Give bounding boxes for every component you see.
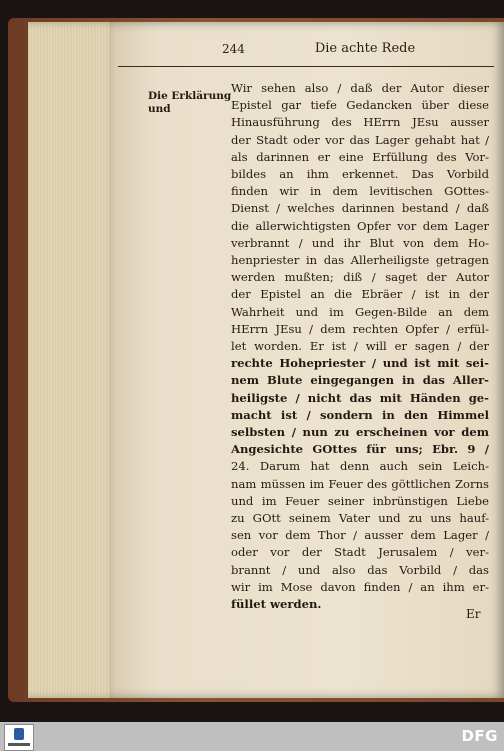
viewer-footer [0,722,504,751]
text-line: zu GOtt seinem Vater und zu uns hauf- [231,511,489,526]
running-head: Die achte Rede [314,41,416,56]
text-line: HErrn JEsu / dem rechten Opfer / erfül- [231,321,489,336]
text-line: nem Blute eingegangen in das Aller- [231,373,489,388]
text-line: nam müssen im Feuer des göttlichen Zorns [231,476,489,491]
text-line: rechte Hohepriester / und ist mit sei- [231,356,489,371]
text-line: Wir sehen also / daß der Autor dieser [231,81,489,95]
margin-note [148,90,230,116]
text-line: der Stadt oder vor das Lager gehabt hat / [231,132,489,147]
text-line: heiligste / nicht das mit Händen ge- [231,390,489,405]
text-line: und im Feuer seiner inbrünstigen Liebe [231,493,489,508]
body-text [231,80,489,613]
library-logo-icon [4,724,34,751]
text-line: verbrannt / und ihr Blut von dem Ho- [231,235,489,250]
text-line: oder vor der Stadt Jerusalem / ver- [231,545,489,560]
page-edges [28,22,120,698]
margin-note-line: Die Erklärung [148,90,232,102]
text-line: werden mußten; diß / saget der Autor [231,270,489,285]
text-line: Dienst / welches darinnen bestand / daß [231,201,489,216]
text-line: der Epistel an die Ebräer / ist in der [231,287,489,302]
text-line: Hinausführung des HErrn JEsu ausser [231,115,489,130]
text-line: let worden. Er ist / will er sagen / der [231,339,489,354]
catchword: Er [466,607,481,621]
text-line: Epistel gar tiefe Gedancken über diese [231,98,489,113]
dfg-logo: DFG [461,727,498,745]
text-line: selbsten / nun zu erscheinen vor dem [231,425,489,440]
text-line: sen vor dem Thor / ausser dem Lager / [231,528,489,543]
text-line: füllet werden. [231,597,322,612]
header-rule [118,30,494,67]
text-line: 24. Darum hat denn auch sein Leich- [231,459,489,474]
text-line: henpriester in das Allerheiligste getragen [231,253,489,268]
text-line: wir im Mose davon finden / an ihm er- [231,579,489,594]
text-line: die allerwichtigsten Opfer vor dem Lager [231,218,489,233]
margin-note-line: und [148,103,171,115]
text-line: macht ist / sondern in den Himmel [231,407,489,422]
text-line: finden wir in dem levitischen GOttes- [231,184,489,199]
text-line: Wahrheit und im Gegen-Bilde an dem [231,304,489,319]
page-number: 244 [222,42,245,56]
text-line: als darinnen er eine Erfüllung des Vor- [231,149,489,164]
text-line: Angesichte GOttes für uns; Ebr. 9 / [231,442,489,457]
text-line: brannt / und also das Vorbild / das [231,562,489,577]
text-line: bildes an ihm erkennet. Das Vorbild [231,167,489,182]
